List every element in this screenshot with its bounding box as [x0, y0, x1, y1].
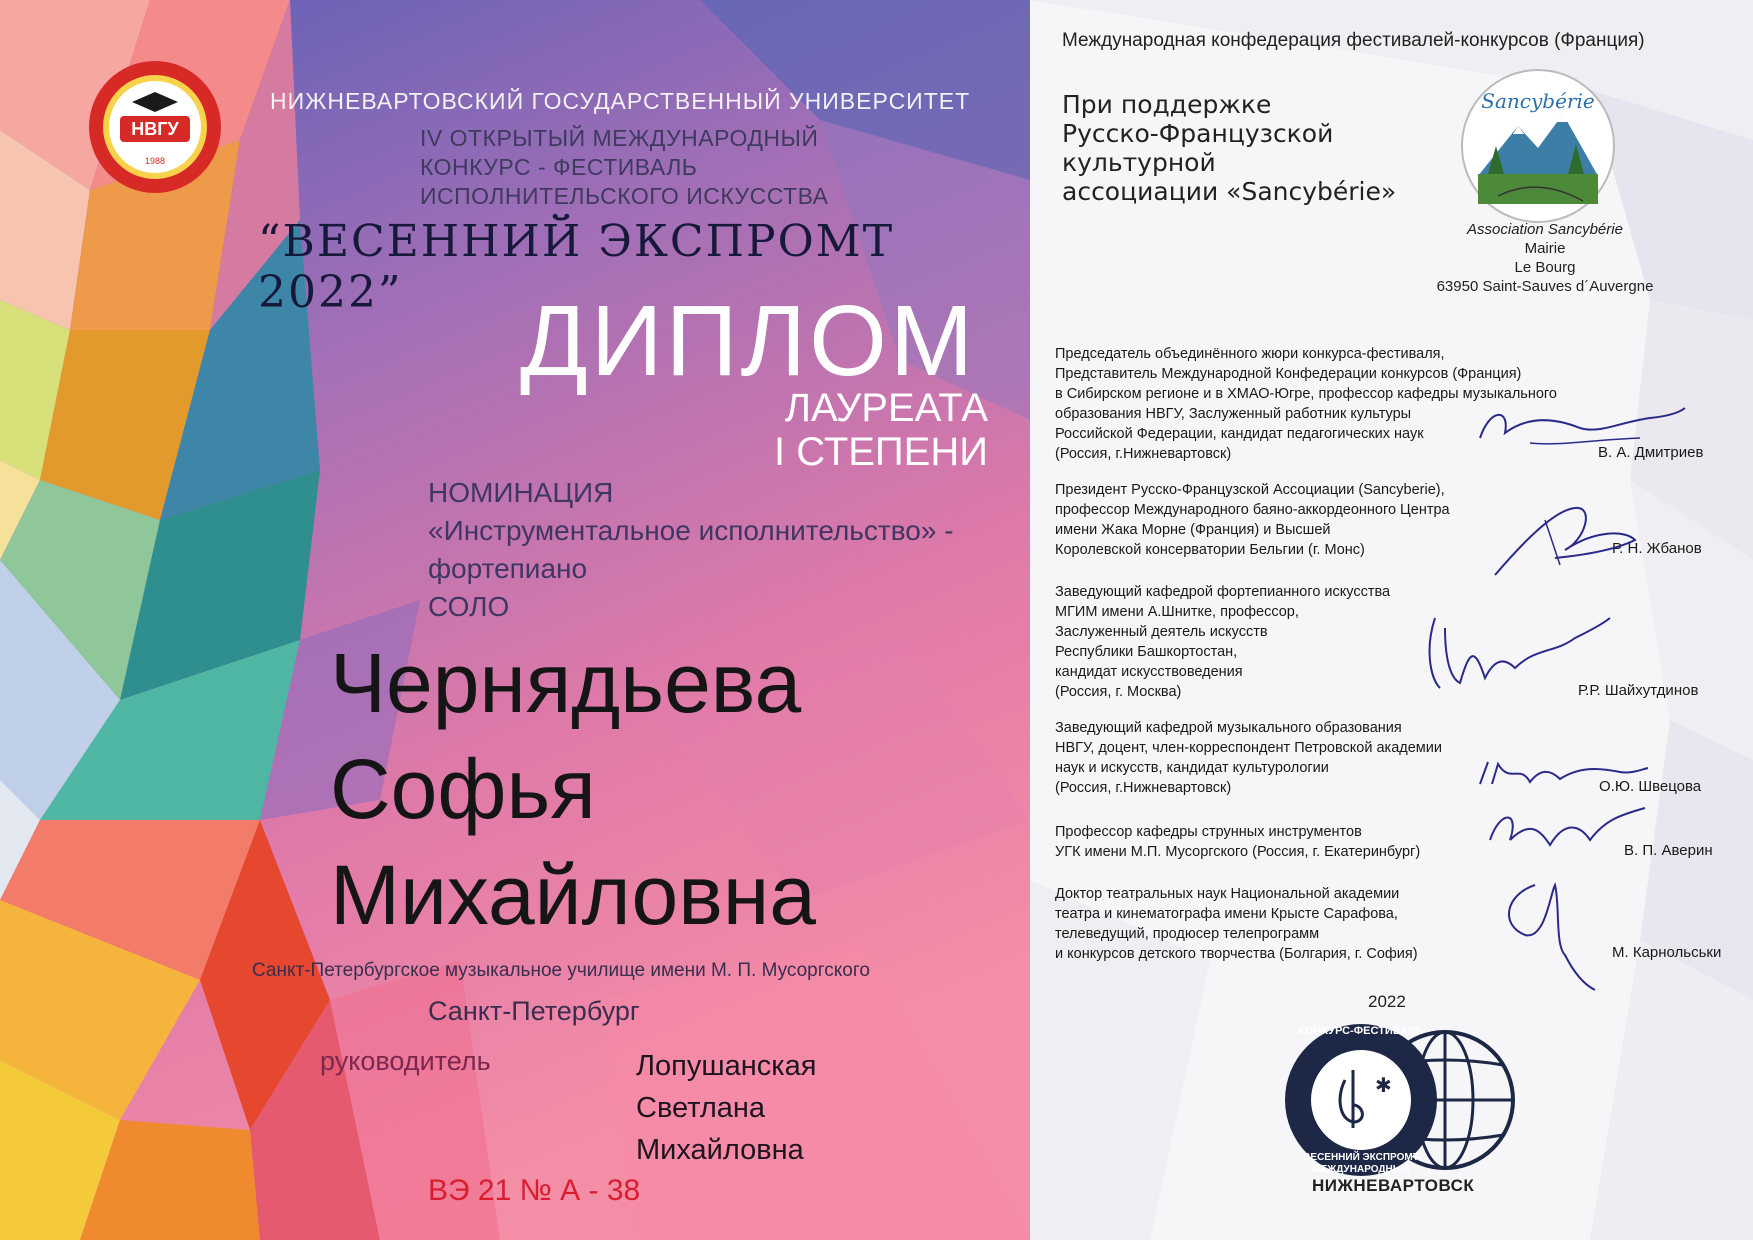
jury-text-line: УГК имени М.П. Мусоргского (Россия, г. Екатеринбург) — [1055, 844, 1421, 860]
competition-line: КОНКУРС - ФЕСТИВАЛЬ — [420, 154, 698, 180]
city: Санкт-Петербург — [428, 996, 640, 1026]
jury-text-line: Республики Башкортостан, — [1055, 644, 1238, 660]
jury-text-line: (Россия, г. Москва) — [1055, 684, 1182, 700]
laureate-line: I СТЕПЕНИ — [774, 430, 988, 474]
leader-name — [636, 1045, 816, 1171]
jury-text-line: (Россия, г.Нижневартовск) — [1055, 780, 1232, 796]
jury-text-line: образования НВГУ, Заслуженный работник культуры — [1055, 406, 1412, 422]
logo-wordmark: Sancybérie — [1481, 89, 1595, 113]
jury-text-line: Российской Федерации, кандидат педагогических наук — [1055, 426, 1424, 442]
leader-line: Светлана — [636, 1092, 766, 1124]
jury-text-line: Профессор кафедры струнных инструментов — [1055, 824, 1362, 840]
jury-text-line: наук и искусств, кандидат культурологии — [1055, 760, 1329, 776]
surname: Чернядьева — [330, 636, 802, 730]
stamp-town: НИЖНЕВАРТОВСК — [1312, 1176, 1475, 1195]
association-line: Mairie — [1524, 240, 1566, 257]
leader-line: Михайловна — [636, 1134, 804, 1166]
jury-member-name: О.Ю. Швецова — [1599, 778, 1702, 795]
laureate-line: ЛАУРЕАТА — [784, 386, 988, 430]
patronymic: Михайловна — [330, 848, 816, 942]
jury-text-line: НВГУ, доцент, член-корреспондент Петровской академии — [1055, 740, 1442, 756]
jury-text-line: кандидат искусствоведения — [1055, 664, 1243, 680]
festival-stamp — [1275, 1010, 1533, 1190]
jury-text-line: Президент Русско-Французской Ассоциации (Sancyberie), — [1055, 482, 1445, 498]
stamp-ring-bottom: МЕЖДУНАРОДНЫЙ — [1312, 1164, 1410, 1175]
competition-line: ИСПОЛНИТЕЛЬСКОГО ИСКУССТВА — [420, 183, 829, 209]
jury-text-line: и конкурсов детского творчества (Болгария, г. София) — [1055, 946, 1418, 962]
university-name: НИЖНЕВАРТОВСКИЙ ГОСУДАРСТВЕННЫЙ УНИВЕРСИТЕТ — [270, 88, 971, 114]
diploma-number — [428, 1174, 640, 1208]
support-line: Русско-Французской — [1062, 119, 1334, 148]
stamp-year: 2022 — [1368, 992, 1406, 1011]
competition-title — [420, 124, 829, 211]
nomination-line: фортепиано — [428, 553, 588, 584]
jury-text-line: Председатель объединённого жюри конкурса-фестиваля, — [1055, 346, 1445, 362]
nomination-line: СОЛО — [428, 591, 510, 622]
laureate-name — [330, 630, 816, 948]
competition-line: IV ОТКРЫТЫЙ МЕЖДУНАРОДНЫЙ — [420, 125, 819, 151]
diploma-right-panel — [1030, 0, 1753, 1240]
confederation-title: Международная конфедерация фестивалей-конкурсов (Франция) — [1062, 30, 1645, 51]
association-line: Le Bourg — [1514, 259, 1576, 276]
association-address — [1400, 220, 1690, 296]
support-line: При поддержке — [1062, 90, 1272, 119]
jury-text-line: МГИМ имени А.Шнитке, профессор, — [1055, 604, 1299, 620]
logo-year: 1988 — [144, 156, 166, 166]
support-line: культурной — [1062, 148, 1216, 177]
jury-text-line: Заведующий кафедрой фортепианного искусства — [1055, 584, 1391, 600]
jury-text-line: имени Жака Морне (Франция) и Высшей — [1055, 522, 1331, 538]
jury-text-line: Доктор театральных наук Национальной академии — [1055, 886, 1400, 902]
jury-text-line: Заведующий кафедрой музыкального образования — [1055, 720, 1402, 736]
jury-text-line: телеведущий, продюсер телепрограмм — [1055, 926, 1320, 942]
jury-text-line: профессор Международного баяно-аккордеонного Центра — [1055, 502, 1450, 518]
signature — [1495, 865, 1615, 995]
sancyberie-logo — [1458, 66, 1618, 226]
nomination-line: «Инструментальное исполнительство» - — [428, 515, 954, 546]
number-value: 38 — [606, 1174, 641, 1207]
leader-line: Лопушанская — [636, 1050, 817, 1082]
stamp-ring-top: КОНКУРС-ФЕСТИВАЛЬ — [1298, 1025, 1424, 1037]
svg-text:✱: ✱ — [1375, 1073, 1392, 1097]
jury-text-line: Заслуженный деятель искусств — [1055, 624, 1268, 640]
support-line: ассоциации «Sancybérie» — [1062, 177, 1397, 206]
laureate-degree — [600, 386, 988, 474]
jury-text-line: в Сибирском регионе и в ХМАО-Югре, профессор кафедры музыкального — [1055, 386, 1557, 402]
school-name: Санкт-Петербургское музыкальное училище имени М. П. Мусоргского — [252, 960, 870, 981]
nomination — [428, 474, 954, 626]
first-name: Софья — [330, 742, 596, 836]
signature — [1470, 398, 1690, 458]
number-prefix: ВЭ 21 № А - — [428, 1174, 599, 1207]
signature — [1480, 800, 1650, 860]
jury-text-line: Представитель Международной Конфедерации конкурсов (Франция) — [1055, 366, 1522, 382]
signature — [1470, 754, 1650, 794]
association-line: 63950 Saint-Sauves d´Auvergne — [1436, 278, 1654, 295]
stamp-ring-right: ВЕСЕННИЙ ЭКСПРОМТ — [1303, 1152, 1419, 1163]
jury-text-line: (Россия, г.Нижневартовск) — [1055, 446, 1232, 462]
jury-member-name: Р. Н. Жбанов — [1612, 540, 1702, 557]
logo-abbr: НВГУ — [131, 119, 179, 139]
nvgu-logo — [86, 58, 224, 196]
jury-text-line: театра и кинематографа имени Крысте Сарафова, — [1055, 906, 1398, 922]
jury-member-name: В. А. Дмитриев — [1598, 444, 1704, 461]
leader-label: руководитель — [320, 1046, 491, 1076]
nomination-line: НОМИНАЦИЯ — [428, 477, 614, 508]
festival-title: “ВЕСЕННИЙ ЭКСПРОМТ 2022” — [258, 216, 895, 318]
diploma-heading: ДИПЛОМ — [520, 285, 977, 397]
jury-member-name: Р.Р. Шайхутдинов — [1578, 682, 1699, 699]
signature — [1415, 608, 1615, 698]
signature — [1485, 500, 1645, 580]
jury-member-name: В. П. Аверин — [1624, 842, 1713, 859]
association-line: Association Sancybérie — [1467, 221, 1623, 238]
jury-text-line: Королевской консерватории Бельгии (г. Монс) — [1055, 542, 1365, 558]
support-text — [1062, 90, 1396, 206]
jury-member-name: М. Карнольськи — [1612, 944, 1722, 961]
